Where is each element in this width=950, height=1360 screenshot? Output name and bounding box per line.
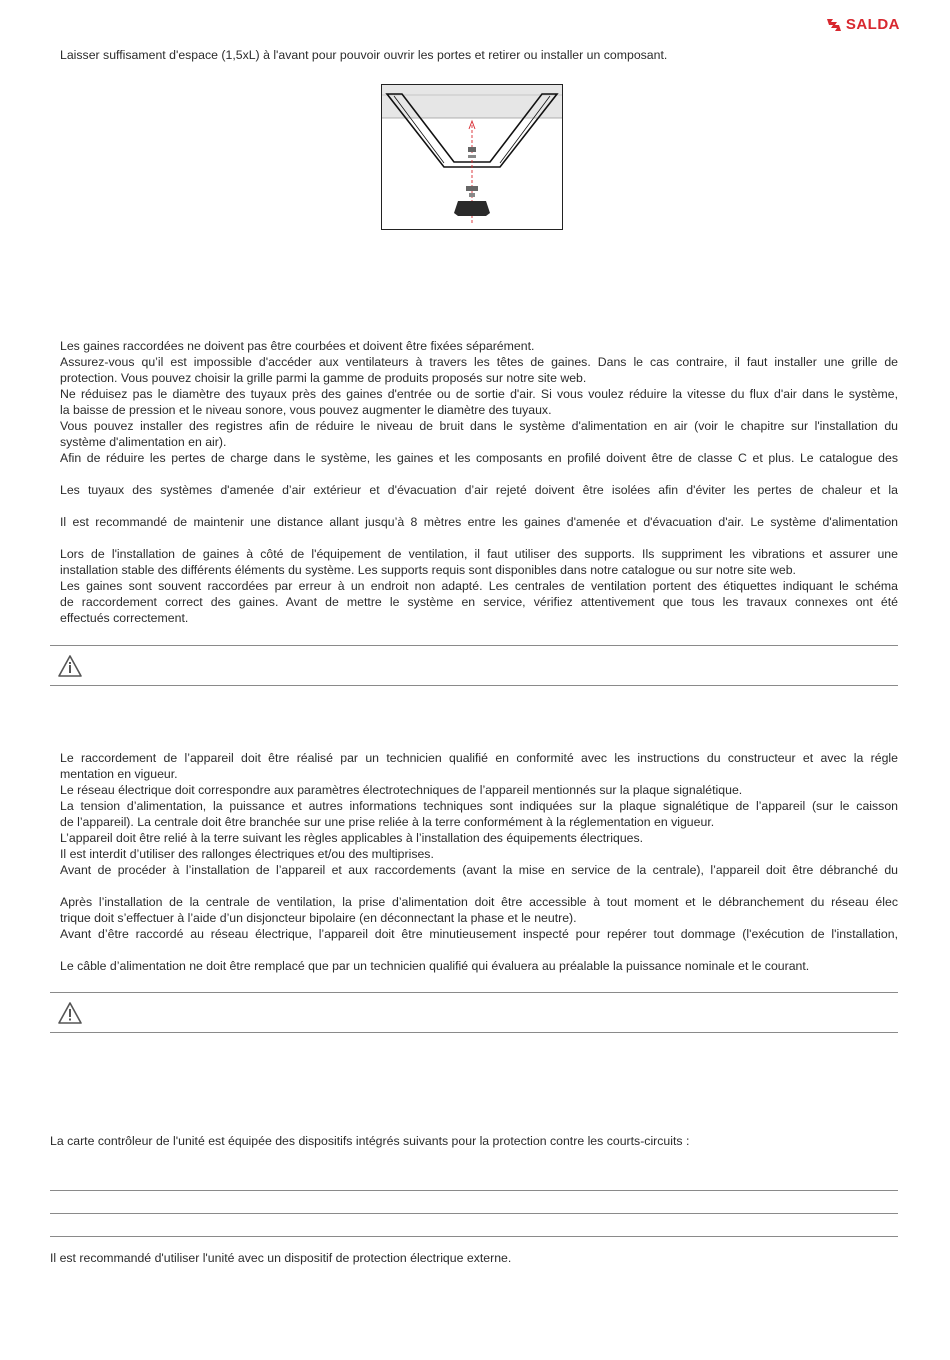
- ducts-line: effectués correctement.: [60, 611, 189, 625]
- ducts-line: Les gaines sont souvent raccordées par erreur à un endroit non adapté. Les centrales de ventilation portent des étiquettes indiquant le schéma: [60, 579, 898, 593]
- ducts-line: Les tuyaux des systèmes d'amenée d’air extérieur et d'évacuation d’air rejeté doivent être isolées afin d'éviter les pertes de chaleur et la: [60, 483, 898, 497]
- ducts-line: la baisse de pression et le niveau sonore, vous pouvez augmenter le diamètre des tuyaux.: [60, 403, 552, 417]
- ducts-section: [60, 338, 898, 626]
- electrical-section: [60, 750, 898, 974]
- info-box-top-rule: [50, 645, 898, 646]
- electrical-line: Le raccordement de l’appareil doit être réalisé par un technicien qualifié en conformité avec les instructions du constructeur et avec la régle: [60, 751, 898, 765]
- electrical-line: Avant d’être raccordé au réseau électrique, l’appareil doit être minutieusement inspecté pour repérer tout dommage (l'exécution de l'installation,: [60, 927, 898, 941]
- ducts-line: Ne réduisez pas le diamètre des tuyaux près des gaines d'entrée ou de sortie d'air. Si vous voulez réduire la vitesse du flux d'air dans le système,: [60, 387, 898, 401]
- electrical-blank: [60, 942, 898, 958]
- electrical-line: La tension d’alimentation, la puissance et autres informations techniques sont indiquées sur la plaque signalétique de l’appareil (sur le caisson: [60, 799, 898, 813]
- ducts-line: Vous pouvez installer des registres afin de réduire le niveau de bruit dans le système d'alimentation en air (voir le chapitre sur l'installation du: [60, 419, 898, 433]
- ducts-line: Assurez-vous qu’il est impossible d'accéder aux ventilateurs à travers les têtes de gaines. Dans le cas contraire, il faut installer une grille de: [60, 355, 898, 369]
- electrical-line: Le réseau électrique doit correspondre aux paramètres électrotechniques de l’appareil mentionnés sur la plaque signalétique.: [60, 783, 743, 797]
- intro-line: Laisser suffisament d'espace (1,5xL) à l'avant pour pouvoir ouvrir les portes et retirer ou installer un composant.: [60, 48, 668, 62]
- warning-box-top-rule: [50, 992, 898, 993]
- ducts-line: installation stable des différents éléments du système. Les supports requis sont disponibles dans notre catalogue ou sur notre site web.: [60, 563, 796, 577]
- electrical-line: Il est interdit d’utiliser des rallonges électriques et/ou des multiprises.: [60, 847, 434, 861]
- ducts-line: Lors de l'installation de gaines à côté de l'équipement de ventilation, il faut utiliser des supports. Ils suppriment les vibrations et assurer une: [60, 547, 898, 561]
- protection-table-rule: [50, 1236, 898, 1237]
- electrical-line: Après l’installation de la centrale de ventilation, la prise d’alimentation doit être accessible à tout moment et le débranchement du réseau élec: [60, 895, 898, 909]
- protection-intro: La carte contrôleur de l'unité est équipée des dispositifs intégrés suivants pour la protection contre les courts-circuits :: [50, 1134, 690, 1148]
- info-box-bottom-rule: [50, 685, 898, 686]
- ducts-blank: [60, 466, 898, 482]
- salda-logo: [826, 16, 900, 33]
- electrical-line: Avant de procéder à l’installation de l’appareil et aux raccordements (avant la mise en service de la centrale), l’appareil doit être débranché du: [60, 863, 898, 877]
- brand-name: SALDA: [845, 16, 900, 33]
- ducts-line: Il est recommandé de maintenir une distance allant jusqu’à 8 mètres entre les gaines d'amenée et d'évacuation d'air. Le système d'alimentation: [60, 515, 898, 529]
- duct-clamp-installation-diagram-icon: [382, 85, 562, 229]
- protection-footer: Il est recommandé d'utiliser l'unité avec un dispositif de protection électrique externe.: [50, 1251, 512, 1265]
- ducts-line: système d'alimentation en air).: [60, 435, 227, 449]
- electrical-line: Le câble d’alimentation ne doit être remplacé que par un technicien qualifié qui évaluera au préalable la puissance nominale et le courant.: [60, 959, 810, 973]
- ducts-blank: [60, 498, 898, 514]
- electrical-blank: [60, 878, 898, 894]
- protection-table-rule: [50, 1213, 898, 1214]
- duct-installation-figure: [381, 84, 563, 230]
- ducts-line: protection. Vous pouvez choisir la grille parmi la gamme de produits proposés sur notre site web.: [60, 371, 587, 385]
- warning-box-bottom-rule: [50, 1032, 898, 1033]
- electrical-line: mentation en vigueur.: [60, 767, 178, 781]
- electrical-line: trique doit s’effectuer à l’aide d’un disjoncteur bipolaire (en déconnectant la phase et le neutre).: [60, 911, 577, 925]
- ducts-line: de raccordement correct des gaines. Avant de mettre le système en service, vérifiez attentivement que tous les travaux connexes ont été: [60, 595, 898, 609]
- electrical-line: L’appareil doit être relié à la terre suivant les règles applicables à l’installation des équipements électriques.: [60, 831, 644, 845]
- ducts-blank: [60, 530, 898, 546]
- intro-paragraph: [60, 47, 898, 63]
- protection-table-rule: [50, 1190, 898, 1191]
- ducts-line: Afin de réduire les pertes de charge dans le système, les gaines et les composants en profilé doivent être de classe C et plus. Le catalogue des: [60, 451, 898, 465]
- salda-logo-icon: [826, 18, 842, 32]
- ducts-line: Les gaines raccordées ne doivent pas être courbées et doivent être fixées séparément.: [60, 339, 535, 353]
- warning-triangle-icon: [57, 1001, 83, 1025]
- electrical-line: de l’appareil). La centrale doit être branchée sur une prise reliée à la terre conformément à la réglementation en vigueur.: [60, 815, 715, 829]
- info-triangle-icon: [57, 654, 83, 678]
